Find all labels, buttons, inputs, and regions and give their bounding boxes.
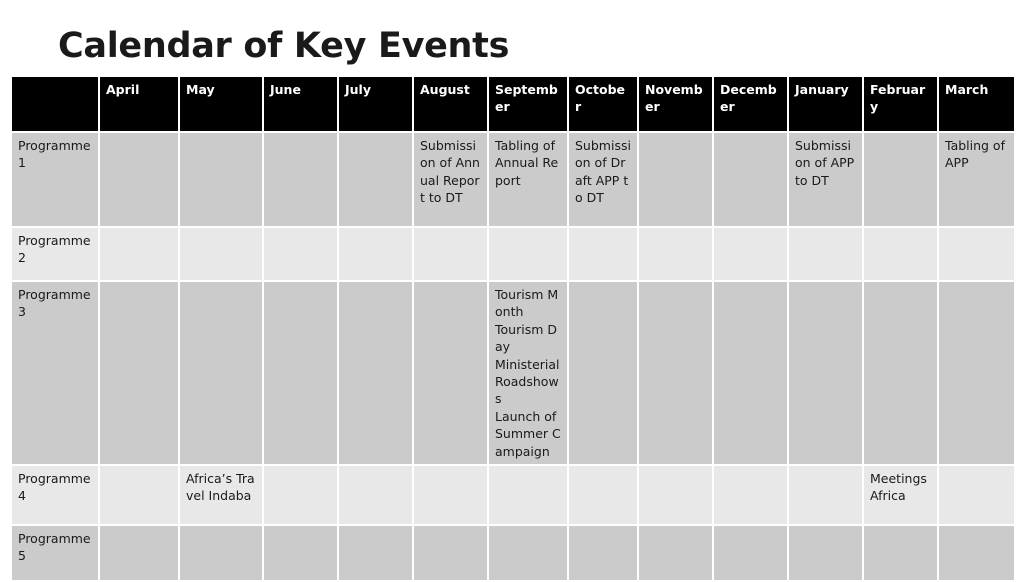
event-cell: Submission of Draft APP to DT <box>568 132 638 227</box>
month-header: August <box>413 76 488 132</box>
programme-label: Programme 4 <box>11 465 99 525</box>
event-cell <box>638 525 713 581</box>
month-header: April <box>99 76 179 132</box>
month-header: January <box>788 76 863 132</box>
programme-label: Programme 1 <box>11 132 99 227</box>
event-cell: Africa’s Travel Indaba <box>179 465 263 525</box>
event-cell: Tabling of Annual Report <box>488 132 568 227</box>
event-cell <box>338 227 413 281</box>
calendar-table <box>10 75 1016 582</box>
event-cell <box>638 281 713 465</box>
month-header: February <box>863 76 938 132</box>
month-header: September <box>488 76 568 132</box>
header-row <box>11 76 1015 132</box>
event-cell <box>179 525 263 581</box>
event-cell <box>263 227 338 281</box>
table-row <box>11 227 1015 281</box>
event-cell <box>863 525 938 581</box>
event-cell <box>263 465 338 525</box>
event-cell: Tourism Month Tourism Day Ministerial Roadshows Launch of Summer Campaign <box>488 281 568 465</box>
month-header: May <box>179 76 263 132</box>
event-cell: Meetings Africa <box>863 465 938 525</box>
event-cell <box>938 525 1015 581</box>
event-cell <box>713 227 788 281</box>
header-corner-cell <box>11 76 99 132</box>
event-cell <box>179 132 263 227</box>
event-cell <box>713 281 788 465</box>
programme-label: Programme 5 <box>11 525 99 581</box>
event-cell <box>638 465 713 525</box>
event-cell <box>263 525 338 581</box>
event-cell <box>488 465 568 525</box>
event-cell <box>713 465 788 525</box>
event-cell <box>568 281 638 465</box>
month-header: March <box>938 76 1015 132</box>
month-header: July <box>338 76 413 132</box>
table-row <box>11 132 1015 227</box>
event-cell <box>863 132 938 227</box>
event-cell <box>788 281 863 465</box>
event-cell <box>713 132 788 227</box>
event-cell <box>863 281 938 465</box>
page-title: Calendar of Key Events <box>58 26 510 66</box>
event-cell <box>179 227 263 281</box>
event-cell <box>263 281 338 465</box>
table-row <box>11 525 1015 581</box>
month-header: December <box>713 76 788 132</box>
event-cell <box>179 281 263 465</box>
event-cell <box>413 465 488 525</box>
event-cell <box>413 525 488 581</box>
event-cell <box>938 281 1015 465</box>
event-cell <box>488 227 568 281</box>
event-cell <box>338 132 413 227</box>
table-row <box>11 281 1015 465</box>
month-header: June <box>263 76 338 132</box>
event-cell <box>338 281 413 465</box>
event-cell <box>338 525 413 581</box>
event-cell <box>338 465 413 525</box>
event-cell <box>788 465 863 525</box>
event-cell <box>788 227 863 281</box>
event-cell: Submission of APP to DT <box>788 132 863 227</box>
event-cell <box>713 525 788 581</box>
event-cell <box>99 227 179 281</box>
event-cell <box>413 281 488 465</box>
event-cell <box>413 227 488 281</box>
event-cell <box>568 227 638 281</box>
month-header: October <box>568 76 638 132</box>
event-cell <box>99 132 179 227</box>
event-cell <box>568 465 638 525</box>
event-cell <box>638 227 713 281</box>
event-cell <box>863 227 938 281</box>
event-cell: Tabling of APP <box>938 132 1015 227</box>
event-cell: Submission of Annual Report to DT <box>413 132 488 227</box>
event-cell <box>938 227 1015 281</box>
event-cell <box>488 525 568 581</box>
event-cell <box>788 525 863 581</box>
event-cell <box>99 465 179 525</box>
event-cell <box>938 465 1015 525</box>
event-cell <box>99 525 179 581</box>
event-cell <box>263 132 338 227</box>
event-cell <box>638 132 713 227</box>
event-cell <box>568 525 638 581</box>
table-row <box>11 465 1015 525</box>
programme-label: Programme 3 <box>11 281 99 465</box>
event-cell <box>99 281 179 465</box>
month-header: November <box>638 76 713 132</box>
programme-label: Programme 2 <box>11 227 99 281</box>
